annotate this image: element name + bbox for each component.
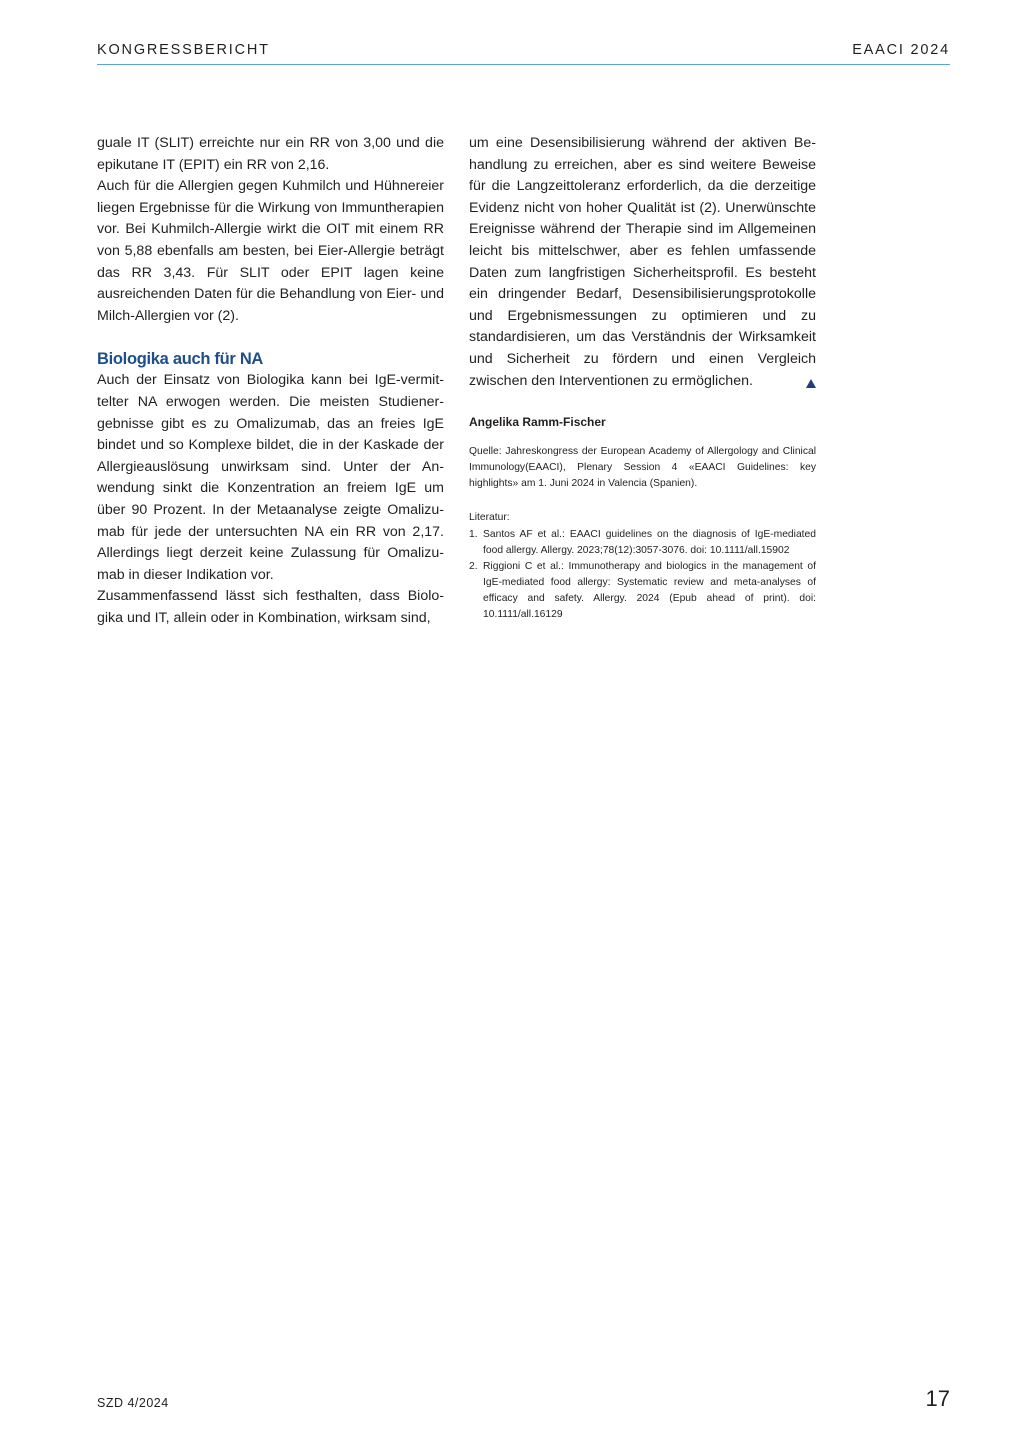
- reference-number: 1.: [469, 529, 478, 541]
- body-paragraph: guale IT (SLIT) erreichte nur ein RR von 3,00 und die epikutane IT (EPIT) ein RR von 2,16.: [97, 135, 444, 173]
- left-column: [97, 133, 444, 629]
- reference-text: Santos AF et al.: EAACI guidelines on the diagnosis of IgE-mediated food allergy. Allergy. 2023;78(12):3057-3076. doi: 10.1111/all.15902: [483, 529, 816, 557]
- reference-item: [469, 559, 816, 623]
- section-heading: Biologika auch für NA: [97, 350, 264, 369]
- section-label: KONGRESSBERICHT: [97, 42, 270, 58]
- congress-label: EAACI 2024: [852, 42, 950, 58]
- reference-number: 2.: [469, 561, 478, 573]
- running-header: [97, 38, 950, 65]
- page-number: 17: [925, 1386, 950, 1411]
- author-name: Angelika Ramm-Fischer: [469, 415, 606, 430]
- body-paragraph: Zusammenfassend lässt sich festhalten, dass Biologika und IT, allein oder in Kombination, wirksam sind,: [97, 588, 444, 626]
- reference-item: [469, 527, 816, 559]
- reference-list: [469, 527, 816, 623]
- body-paragraph: Auch für die Allergien gegen Kuhmilch und Hühnereier liegen Ergebnisse für die Wirkung von Immuntherapien vor. Bei Kuhmilch-Allergie wirkt die OIT mit einem RR von 5,88 ebenfalls am besten, bei Eier-Allergie beträgt das RR 3,43. Für SLIT oder EPIT lagen keine ausreichenden Daten für die Behandlung von Eier- und Milch-Allergien vor (2).: [97, 178, 444, 324]
- right-column: [469, 133, 816, 623]
- reference-text: Riggioni C et al.: Immunotherapy and biologics in the management of IgE-mediated food allergy: Systematic review and meta-analyses of efficacy and safety. Allergy. 2024 (Epub ahead of print). doi: 10.1111/all.16129: [483, 561, 816, 621]
- issue-label: SZD 4/2024: [97, 1396, 169, 1410]
- body-paragraph: Auch der Einsatz von Biologika kann bei IgE-vermittelter NA erwogen werden. Die meisten Studienergebnisse gibt es zu Omalizumab, das an freies IgE bindet und so Komplexe bildet, die in der Kaskade der Allergieauslösung unwirksam sind. Unter der Anwendung sinkt die Konzentration an freiem IgE um über 90 Prozent. In der Metaanalyse zeigte Omalizumab für jede der untersuchten NA ein RR von 2,17. Allerdings liegt derzeit keine Zulassung für Omalizumab in dieser Indikation vor.: [97, 372, 444, 583]
- triangle-icon: [806, 379, 816, 388]
- literature-heading: Literatur:: [469, 512, 510, 524]
- source-note: Quelle: Jahreskongress der European Academy of Allergology and Clinical Immunology(EAACI), Plenary Session 4 «EAACI Guidelines: key highlights» am 1. Juni 2024 in Valencia (Spanien).: [469, 446, 816, 490]
- body-paragraph: um eine Desensibilisierung während der aktiven Behandlung zu erreichen, aber es sind weitere Beweise für die Langzeittoleranz erforderlich, da die derzeitige Evidenz nicht von hoher Qualität ist (2). Unerwünschte Ereignisse während der Therapie sind im Allgemeinen leicht bis mittelschwer, aber es fehlen umfassende Daten zum langfristigen Sicherheitsprofil. Es besteht ein dringender Bedarf, Desensibilisierungsprotokolle und Ergebnismessungen zu optimieren und zu standardisieren, um das Verständnis der Wirksamkeit und Sicherheit zu fördern und einen Vergleich zwischen den Interventionen zu ermöglichen.: [469, 135, 816, 389]
